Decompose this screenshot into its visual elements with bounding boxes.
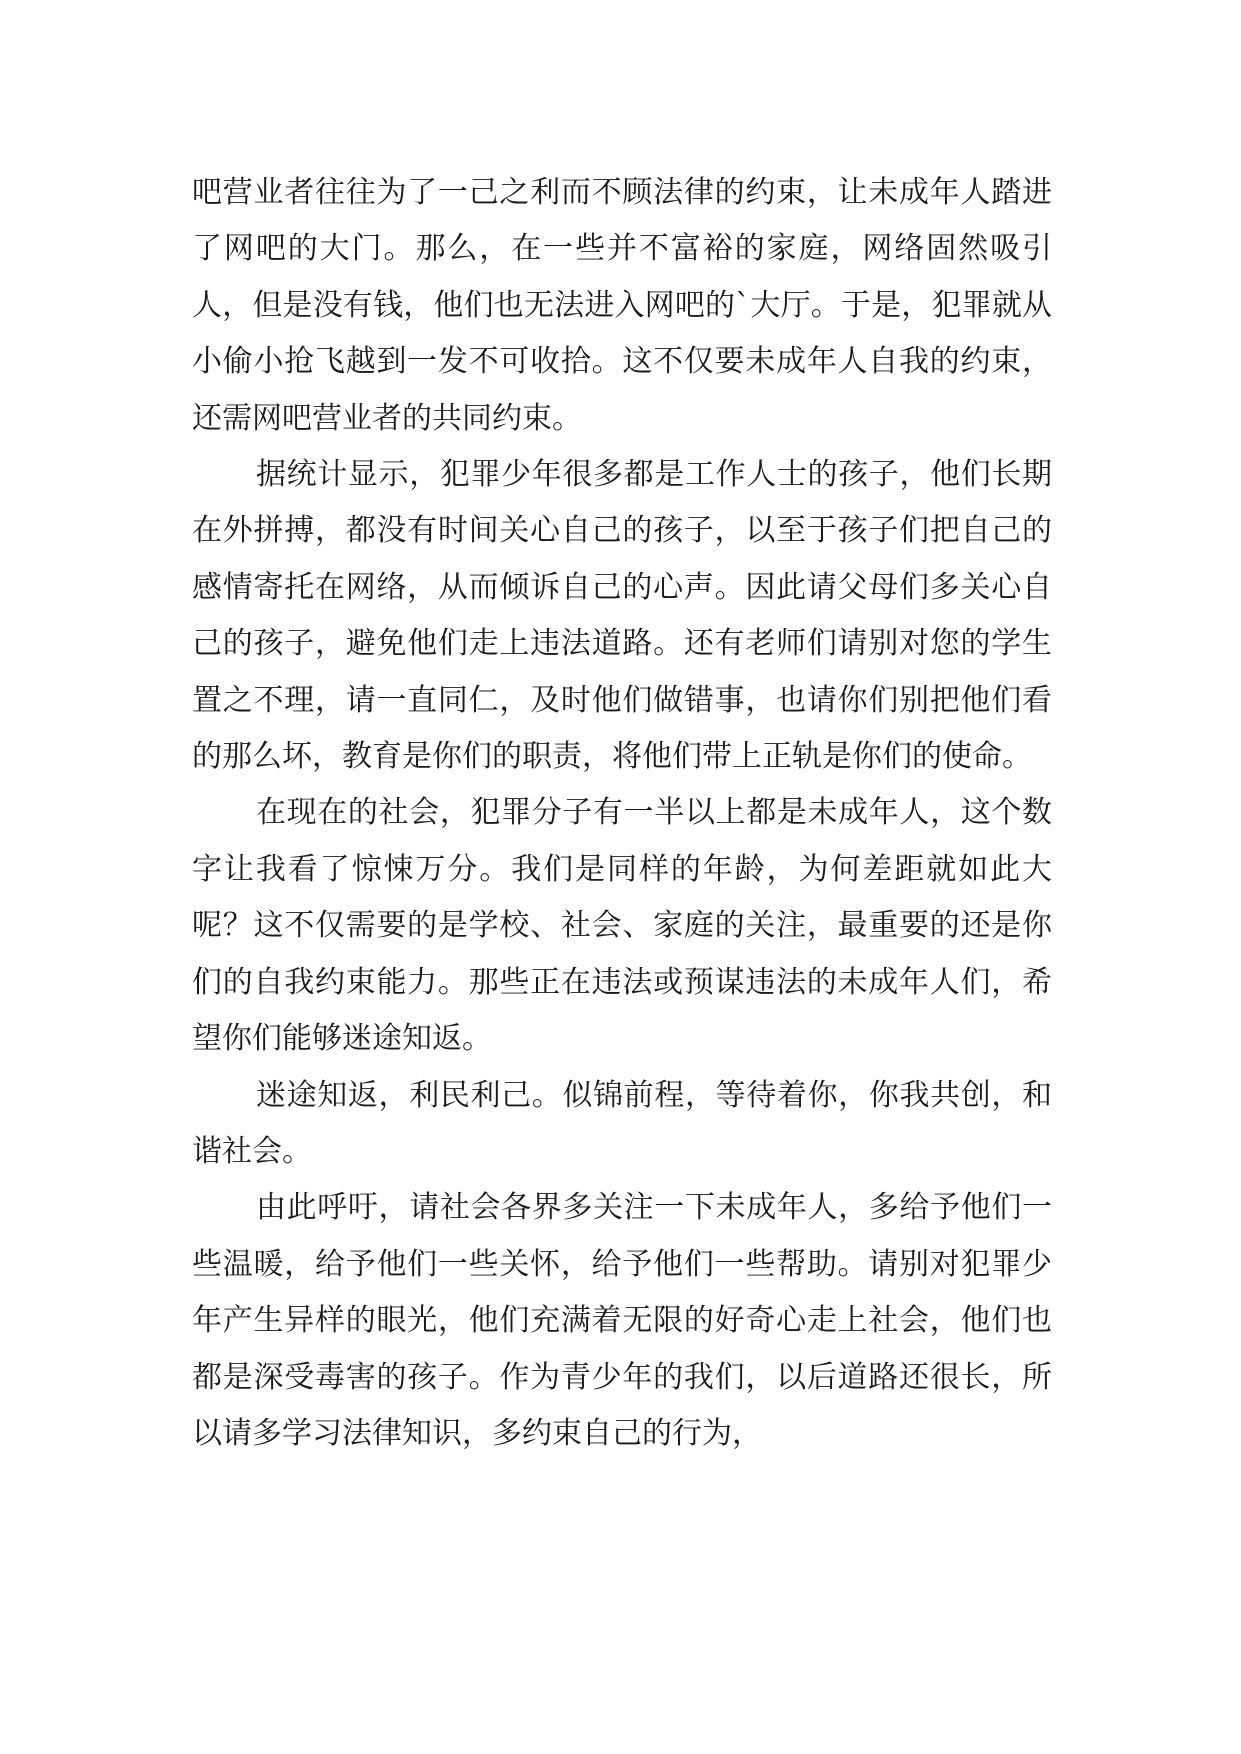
paragraph-4: 迷途知返，利民利己。似锦前程，等待着你，你我共创，和谐社会。	[192, 1077, 1052, 1169]
paragraph-2: 据统计显示，犯罪少年很多都是工作人士的孩子，他们长期在外拼搏，都没有时间关心自己的孩子，以至于孩子们把自己的感情寄托在网络，从而倾诉自己的心声。因此请父母们多关心自己的孩子，避免他们走上违法道路。还有老师们请别对您的学生置之不理，请一直同仁，及时他们做错事，也请你们别把他们看的那么坏，教育是你们的职责，将他们带上正轨是你们的使命。	[192, 457, 1052, 775]
paragraph-1: 吧营业者往往为了一己之利而不顾法律的约束，让未成年人踏进了网吧的大门。那么，在一些并不富裕的家庭，网络固然吸引人，但是没有钱，他们也无法进入网吧的`大厅。于是，犯罪就从小偷小抢飞越到一发不可收拾。这不仅要未成年人自我的约束，还需网吧营业者的共同约束。	[192, 175, 1052, 436]
body-text	[192, 165, 1052, 1462]
paragraph-3: 在现在的社会，犯罪分子有一半以上都是未成年人，这个数字让我看了惊悚万分。我们是同样的年龄，为何差距就如此大呢？这不仅需要的是学校、社会、家庭的关注，最重要的还是你们的自我约束能力。那些正在违法或预谋违法的未成年人们，希望你们能够迷途知返。	[192, 795, 1052, 1057]
paragraph-5: 由此呼吁，请社会各界多关注一下未成年人，多给予他们一些温暖，给予他们一些关怀，给予他们一些帮助。请别对犯罪少年产生异样的眼光，他们充满着无限的好奇心走上社会，他们也都是深受毒害的孩子。作为青少年的我们，以后道路还很长，所以请多学习法律知识，多约束自己的行为，	[192, 1190, 1052, 1451]
